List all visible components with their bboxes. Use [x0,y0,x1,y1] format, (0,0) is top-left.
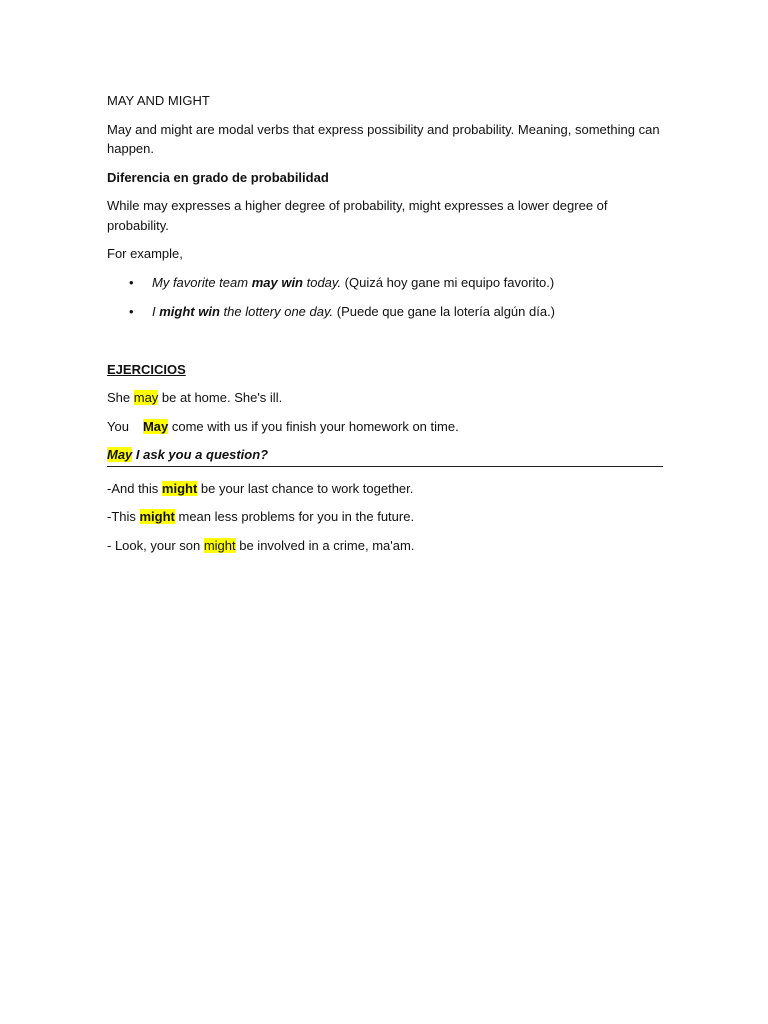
exercise-answer: might [139,509,175,524]
exercise-post: come with us if you finish your homework on time. [168,418,459,434]
example-key: might win [159,303,220,319]
exercise-pre: She [107,390,134,405]
example-translation: (Puede que gane la lotería algún día.) [333,303,556,319]
example-translation: (Quizá hoy gane mi equipo favorito.) [341,274,555,290]
exercise-line [107,445,663,467]
for-example-label: For example, [107,246,183,261]
document-title: MAY AND MIGHT [107,93,210,108]
exercise-pre: You [107,418,129,434]
exercise-answer: might [203,537,236,553]
exercise-pre: - Look, your son [107,537,204,553]
subheading: Diferencia en grado de probabilidad [107,169,329,185]
exercise-answer: may [133,390,159,405]
example-pre: I [152,303,160,319]
list-item [107,273,663,293]
bullet-icon: • [129,274,134,290]
example-post: today. [303,274,342,290]
exercise-pre: -And this [107,480,162,496]
exercise-pre: -This [107,509,140,524]
explanation-paragraph: While may expresses a higher degree of probability, might expresses a lower degree of probability. [107,198,608,233]
exercises-heading: EJERCICIOS [107,361,186,377]
example-pre: My favorite team [152,274,252,290]
exercise-line [107,507,663,527]
exercise-answer: May [142,418,169,434]
example-list [107,273,663,322]
exercise-post: be your last chance to work together. [197,480,414,496]
exercise-answer: might [161,480,198,496]
exercise-post: I ask you a question? [132,447,269,462]
bullet-icon: • [129,303,134,319]
exercise-post: mean less problems for you in the future. [174,509,415,524]
exercise-line [107,417,663,437]
document-page [107,91,663,564]
exercise-post: be at home. She's ill. [158,390,283,405]
exercise-line [107,479,663,499]
exercise-answer: May [107,447,133,462]
spacer [107,331,663,360]
exercise-post: be involved in a crime, ma'am. [235,537,415,553]
list-item [107,302,663,322]
exercise-line [107,536,663,556]
exercise-line [107,388,663,408]
example-key: may win [251,274,303,290]
example-post: the lottery one day. [219,303,334,319]
intro-paragraph: May and might are modal verbs that express possibility and probability. Meaning, something can happen. [107,121,660,156]
